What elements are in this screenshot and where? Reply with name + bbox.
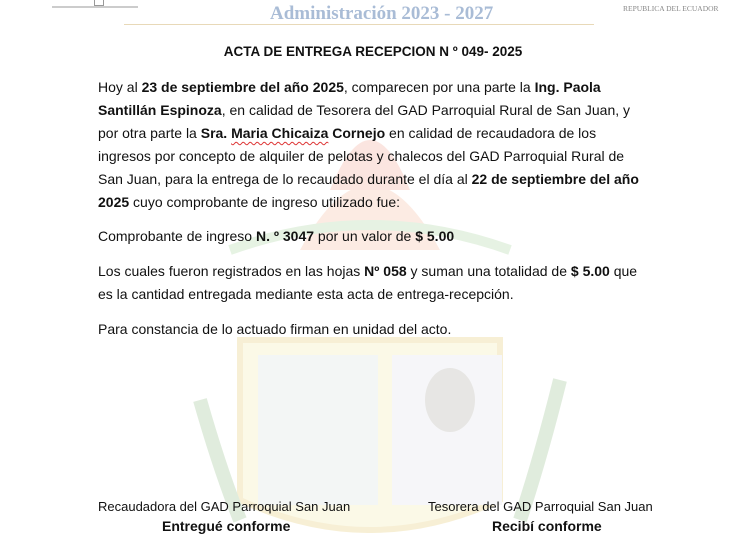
signature-left-role: Recaudadora del GAD Parroquial San Juan [98, 499, 351, 514]
paragraph-closing: Para constancia de lo actuado firman en unidad del acto. [98, 321, 452, 337]
treasurer-name: Ing. Paola Santillán Espinoza [98, 79, 601, 118]
collector-surname: Cornejo [328, 125, 386, 141]
country-label: REPUBLICA DEL ECUADOR [623, 4, 719, 13]
header-divider [124, 24, 594, 25]
text: cuyo comprobante de ingreso utilizado fue: [129, 194, 400, 210]
text: que es la cantidad entregada mediante esta acta de entrega-recepción. [98, 263, 638, 302]
administration-title: Administración 2023 - 2027 [270, 3, 494, 24]
signature-left-label: Entregué conforme [162, 518, 291, 534]
signature-right-label: Recibí conforme [492, 518, 602, 534]
signature-right-role: Tesorera del GAD Parroquial San Juan [428, 499, 653, 514]
text: , en calidad de Tesorera del GAD Parroquial Rural de San Juan, y por otra parte la [98, 102, 631, 141]
receipt-amount: $ 5.00 [415, 228, 455, 244]
text: por un valor de [314, 228, 416, 244]
header-logo-left [52, 6, 138, 8]
receipt-number: N. º 3047 [256, 228, 315, 244]
text: Comprobante de ingreso [98, 228, 256, 244]
paragraph-intro [98, 76, 643, 214]
text: en calidad de recaudadora de los ingresos por concepto de alquiler de pelotas y chalecos del GAD Parroquial Rural de San Juan, para la entrega de lo recaudado durante el día al [98, 125, 625, 187]
header-logo-mark [94, 0, 104, 6]
text: Los cuales fueron registrados en las hojas [98, 263, 365, 279]
paragraph-receipt [98, 225, 643, 248]
collection-date: 22 de septiembre del año 2025 [98, 171, 639, 210]
total-amount: $ 5.00 [570, 263, 610, 279]
sheet-number: Nº 058 [364, 263, 407, 279]
text: Hoy al [98, 79, 142, 95]
date-received: 23 de septiembre del año 2025 [141, 79, 344, 95]
text: , comparecen por una parte la [343, 79, 535, 95]
paragraph-registration [98, 260, 643, 306]
document-title: ACTA DE ENTREGA RECEPCION N º 049- 2025 [223, 44, 523, 59]
text: y suman una totalidad de [406, 263, 571, 279]
collector-name: Maria Chicaiza [231, 125, 329, 141]
collector-title: Sra. [200, 125, 232, 141]
